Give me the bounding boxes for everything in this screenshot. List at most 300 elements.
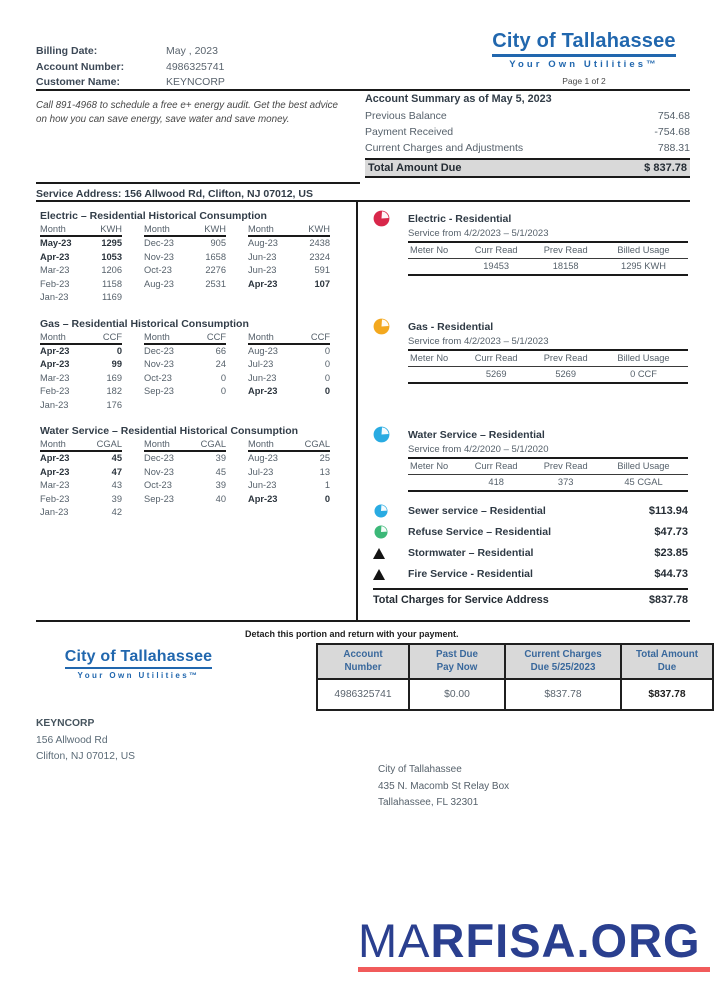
consumption-row [144, 452, 226, 466]
meter-cell: 5269 [555, 369, 577, 379]
charge-amount: $47.73 [654, 526, 688, 538]
meter-header: Meter No [410, 353, 449, 363]
brand-tagline: Your Own Utilities™ [77, 671, 200, 680]
consumption-row [40, 237, 122, 251]
total-charges-row [373, 588, 688, 606]
water-icon [373, 426, 390, 443]
unit-header: CGAL [304, 439, 330, 449]
consumption-column [144, 332, 226, 413]
meter-data-row [408, 367, 688, 382]
charge-row [373, 546, 688, 560]
consumption-row [248, 479, 330, 493]
consumption-groups [40, 224, 352, 305]
payment-header-line: Due [657, 661, 677, 673]
summary-value: 754.68 [657, 110, 690, 122]
value-cell: 176 [106, 399, 122, 410]
consumption-row [248, 251, 330, 265]
service-section [373, 426, 688, 492]
month-cell: Mar-23 [40, 480, 70, 490]
meter-cell: 1295 KWH [621, 261, 666, 271]
month-cell: Jul-23 [248, 466, 274, 477]
value-cell: 39 [215, 480, 226, 490]
value-cell: 43 [111, 480, 122, 490]
service-section [373, 318, 688, 384]
value-cell: 13 [319, 466, 330, 477]
service-address: Service Address: 156 Allwood Rd, Clifton, NJ 07012, US [36, 182, 360, 200]
consumption-row [40, 452, 122, 466]
horizontal-rule [36, 89, 690, 91]
value-cell: 39 [215, 453, 226, 463]
month-cell: Jan-23 [40, 292, 69, 302]
brand-name: City of Tallahassee [492, 30, 676, 57]
account-summary-title: Account Summary as of May 5, 2023 [365, 93, 552, 105]
month-cell: Feb-23 [40, 386, 70, 396]
month-cell: Apr-23 [248, 386, 278, 396]
service-period: Service from 4/2/2023 – 5/1/2023 [408, 336, 549, 347]
meter-cell: 18158 [552, 261, 579, 271]
consumption-row [248, 372, 330, 386]
consumption-column-header [248, 439, 330, 452]
value-cell: 0 [324, 372, 330, 383]
month-cell: Jul-23 [248, 359, 274, 369]
consumption-row [40, 399, 122, 413]
month-cell: Apr-23 [40, 453, 70, 463]
consumption-row [40, 372, 122, 386]
service-title: Water Service – Residential [408, 428, 545, 441]
meter-header-row [408, 459, 688, 475]
meter-table [408, 457, 688, 492]
summary-value: -754.68 [654, 126, 690, 138]
charge-amount: $44.73 [654, 568, 688, 580]
billing-row [36, 60, 225, 76]
consumption-column-header [40, 224, 122, 237]
consumption-row [40, 506, 122, 520]
electric-icon [373, 210, 390, 227]
value-cell: 40 [215, 493, 226, 504]
consumption-row [40, 479, 122, 493]
value-cell: 0 [324, 386, 330, 396]
meter-header-row [408, 243, 688, 259]
refuse-icon [373, 525, 389, 539]
month-header: Month [144, 224, 170, 234]
consumption-row [144, 251, 226, 265]
payment-header-line: Pay Now [436, 661, 478, 673]
value-cell: 66 [215, 345, 226, 356]
summary-label: Current Charges and Adjustments [365, 142, 524, 154]
unit-header: CGAL [96, 439, 122, 449]
month-cell: Oct-23 [144, 372, 172, 383]
consumption-row [248, 264, 330, 278]
meter-header: Prev Read [543, 353, 588, 363]
value-cell: 25 [319, 453, 330, 463]
consumption-table [40, 425, 352, 520]
month-header: Month [248, 331, 274, 342]
consumption-column [40, 332, 122, 413]
value-cell: 2276 [205, 265, 226, 275]
month-cell: Apr-23 [248, 278, 278, 289]
billing-row [36, 44, 225, 60]
consumption-row [248, 493, 330, 507]
month-cell: Nov-23 [144, 251, 174, 262]
value-cell: 0 [220, 372, 226, 383]
consumption-column-header [248, 224, 330, 237]
value-cell: 1206 [101, 265, 122, 275]
unit-header: CCF [102, 331, 122, 342]
month-cell: Mar-23 [40, 265, 70, 275]
month-cell: Apr-23 [248, 493, 278, 504]
meter-header: Meter No [410, 461, 449, 471]
consumption-row [248, 385, 330, 399]
meter-data-row [408, 475, 688, 490]
brand-logo-bottom [56, 648, 221, 680]
service-header [373, 210, 688, 227]
value-cell: 2438 [309, 238, 330, 248]
value-cell: 39 [111, 493, 122, 504]
consumption-column-header [144, 439, 226, 452]
charge-lines [373, 504, 688, 581]
billing-value: KEYNCORP [166, 76, 225, 88]
month-header: Month [248, 439, 274, 449]
consumption-column-header [40, 439, 122, 452]
marfisa-wordmark [358, 916, 710, 965]
month-header: Month [40, 331, 66, 342]
value-cell: 591 [314, 265, 330, 275]
meter-cell: 373 [557, 477, 574, 487]
summary-row [365, 124, 690, 140]
charge-label: Sewer service – Residential [408, 505, 546, 517]
billing-label: Billing Date: [36, 45, 98, 57]
consumption-title: Water Service – Residential Historical Consumption [40, 425, 299, 437]
consumption-column [248, 224, 330, 305]
month-cell: Apr-23 [40, 466, 70, 477]
value-cell: 107 [314, 278, 330, 289]
total-due-label: Total Amount Due [368, 162, 462, 174]
month-cell: Jan-23 [40, 399, 69, 410]
value-cell: 0 [220, 386, 226, 396]
payment-header-cell [621, 644, 713, 679]
month-cell: Aug-23 [248, 238, 278, 248]
service-period: Service from 4/2/2020 – 5/1/2020 [408, 444, 549, 455]
address-line: Clifton, NJ 07012, US [36, 751, 136, 762]
meter-cell: 45 CGAL [624, 477, 663, 487]
billing-label: Customer Name: [36, 76, 121, 88]
address-line: KEYNCORP [36, 718, 95, 729]
month-cell: Sep-23 [144, 493, 174, 504]
meter-header-row [408, 351, 688, 367]
value-cell: 169 [106, 372, 122, 383]
charge-label: Refuse Service – Residential [408, 526, 551, 538]
billing-value: 4986325741 [166, 60, 225, 73]
consumption-row [248, 237, 330, 251]
total-charges-amount: $837.78 [648, 594, 688, 606]
consumption-row [144, 466, 226, 480]
consumption-row [40, 278, 122, 292]
payment-header-line: Current Charges [524, 649, 602, 660]
payment-table-header-row [317, 644, 713, 679]
marfisa-underline-bar [358, 967, 710, 972]
meter-cell [408, 476, 460, 489]
marfisa-heavy-text: RFISA.ORG [430, 914, 701, 967]
month-cell: Aug-23 [144, 278, 174, 289]
charge-row [373, 504, 688, 518]
consumption-row [248, 278, 330, 292]
meter-header: Billed Usage [617, 353, 670, 363]
charge-amount: $23.85 [654, 547, 688, 559]
consumption-row [248, 358, 330, 372]
value-cell: 1169 [102, 292, 122, 302]
meter-header: Curr Read [474, 245, 518, 255]
value-cell: 45 [111, 453, 122, 463]
unit-header: CCF [310, 331, 330, 342]
fire-icon [373, 569, 385, 580]
month-cell: Aug-23 [248, 453, 278, 463]
service-details [373, 210, 688, 492]
brand-name: City of Tallahassee [65, 648, 213, 669]
month-header: Month [40, 224, 66, 234]
consumption-row [248, 452, 330, 466]
service-header [373, 426, 688, 443]
consumption-row [144, 385, 226, 399]
fire-icon [373, 567, 389, 581]
month-header: Month [248, 224, 274, 234]
month-cell: Dec-23 [144, 238, 174, 248]
consumption-row [40, 345, 122, 359]
payment-table-value-row [317, 679, 713, 710]
month-cell: Dec-23 [144, 453, 174, 463]
value-cell: 2324 [309, 251, 330, 262]
meter-data-row [408, 259, 688, 274]
payment-header-line: Past Due [436, 649, 478, 660]
meter-cell: 0 CCF [630, 369, 657, 379]
value-cell: 0 [324, 359, 330, 369]
consumption-column-header [248, 332, 330, 345]
consumption-title: Electric – Residential Historical Consumption [40, 210, 267, 222]
value-cell: 1 [324, 480, 330, 490]
month-cell: Feb-23 [40, 493, 70, 504]
value-cell: 1053 [101, 251, 122, 262]
month-cell: Apr-23 [40, 359, 70, 369]
meter-cell: 418 [488, 477, 504, 487]
consumption-row [40, 251, 122, 265]
payment-header-line: Number [344, 661, 382, 673]
value-cell: 0 [116, 345, 122, 356]
billing-info [36, 44, 225, 91]
month-cell: Aug-23 [248, 345, 278, 356]
value-cell: 1658 [205, 251, 226, 262]
brand-tagline: Your Own Utilities™ [509, 59, 659, 70]
consumption-row [144, 237, 226, 251]
month-cell: Nov-23 [144, 466, 174, 477]
consumption-row [144, 493, 226, 507]
customer-mailing-address [36, 716, 135, 766]
unit-header: KWH [204, 224, 226, 234]
marfisa-light-text: MA [358, 914, 431, 967]
value-cell: 1158 [102, 278, 122, 289]
meter-header: Billed Usage [617, 245, 670, 255]
summary-rows [365, 108, 690, 156]
value-cell: 1295 [101, 238, 122, 248]
value-cell: 0 [324, 345, 330, 356]
address-line: Tallahassee, FL 32301 [378, 797, 479, 808]
month-header: Month [40, 439, 66, 449]
consumption-column [144, 224, 226, 305]
payment-stub-table [316, 643, 714, 711]
value-cell: 24 [215, 359, 226, 369]
address-line: 156 Allwood Rd [36, 734, 108, 746]
payment-value-cell: $837.78 [621, 679, 713, 710]
unit-header: CGAL [200, 439, 226, 449]
meter-cell [408, 368, 460, 381]
detach-note: Detach this portion and return with your payment. [245, 629, 459, 639]
month-cell: Jan-23 [40, 507, 69, 517]
month-cell: Oct-23 [144, 265, 172, 275]
marfisa-logo [358, 916, 710, 972]
month-cell: Jun-23 [248, 251, 277, 262]
month-cell: Dec-23 [144, 345, 174, 356]
consumption-row [248, 466, 330, 480]
consumption-row [40, 466, 122, 480]
month-cell: Mar-23 [40, 372, 70, 383]
payment-header-line: Total Amount [635, 649, 699, 660]
sewer-icon [373, 504, 389, 518]
consumption-column-header [40, 332, 122, 345]
consumption-column-header [144, 332, 226, 345]
consumption-row [40, 493, 122, 507]
service-header [373, 318, 688, 335]
account-summary [365, 93, 690, 178]
meter-header: Meter No [410, 245, 449, 255]
page-number: Page 1 of 2 [562, 76, 606, 86]
value-cell: 182 [106, 386, 122, 396]
service-title: Gas - Residential [408, 320, 494, 333]
consumption-row [144, 264, 226, 278]
summary-row [365, 108, 690, 124]
consumption-row [40, 385, 122, 399]
consumption-row [40, 358, 122, 372]
consumption-column [248, 439, 330, 520]
unit-header: KWH [100, 224, 122, 234]
meter-header: Billed Usage [617, 461, 670, 471]
summary-value: 788.31 [657, 142, 690, 154]
total-charges-label: Total Charges for Service Address [373, 594, 549, 606]
meter-cell: 5269 [485, 369, 507, 379]
month-cell: Jun-23 [248, 265, 277, 275]
consumption-row [144, 278, 226, 292]
consumption-column [248, 332, 330, 413]
meter-header: Curr Read [474, 353, 518, 363]
total-amount-due-row [365, 158, 690, 178]
month-cell: Sep-23 [144, 386, 174, 396]
payment-header-line: Account [343, 649, 383, 660]
meter-cell [408, 260, 460, 273]
stormwater-icon [373, 548, 385, 559]
consumption-groups [40, 332, 352, 413]
consumption-groups [40, 439, 352, 520]
payment-value-cell: $0.00 [409, 679, 505, 710]
payment-header-cell [317, 644, 409, 679]
consumption-row [144, 345, 226, 359]
consumption-column [144, 439, 226, 520]
summary-label: Payment Received [365, 126, 454, 138]
brand-logo-top [488, 30, 680, 70]
summary-row [365, 140, 690, 156]
remit-address [378, 762, 509, 812]
consumption-column [40, 224, 122, 305]
value-cell: 47 [111, 466, 122, 477]
meter-cell: 19453 [483, 261, 510, 271]
month-cell: May-23 [40, 238, 72, 248]
payment-value-cell: $837.78 [505, 679, 621, 710]
month-cell: Jun-23 [248, 480, 277, 490]
service-charges-pane [358, 202, 690, 620]
payment-header-line: Due 5/25/2023 [530, 661, 596, 673]
consumption-row [144, 479, 226, 493]
meter-table [408, 349, 688, 384]
value-cell: 99 [111, 359, 122, 369]
consumption-row [40, 264, 122, 278]
payment-header-cell [409, 644, 505, 679]
consumption-column-header [144, 224, 226, 237]
payment-value-cell: 4986325741 [317, 679, 409, 710]
promo-message: Call 891-4968 to schedule a free e+ energy audit. Get the best advice on how you can save energy, save water and save money. [36, 100, 338, 125]
total-due-value: $ 837.78 [644, 162, 687, 174]
billing-value: May , 2023 [166, 45, 218, 57]
consumption-row [248, 345, 330, 359]
service-period: Service from 4/2/2023 – 5/1/2023 [408, 228, 549, 239]
month-header: Month [144, 331, 170, 342]
month-cell: Oct-23 [144, 480, 172, 490]
meter-table [408, 241, 688, 276]
service-section [373, 210, 688, 276]
bill-detail-box [36, 200, 690, 622]
meter-header: Prev Read [543, 245, 588, 255]
consumption-table [40, 318, 352, 413]
meter-header: Curr Read [474, 461, 518, 471]
charge-label: Stormwater – Residential [408, 547, 534, 559]
value-cell: 42 [111, 507, 122, 517]
value-cell: 905 [210, 238, 226, 248]
consumption-table [40, 210, 352, 305]
charge-label: Fire Service - Residential [408, 568, 533, 580]
value-cell: 0 [324, 493, 330, 504]
billing-label: Account Number: [36, 60, 125, 73]
consumption-row [144, 372, 226, 386]
consumption-title: Gas – Residential Historical Consumption [40, 317, 249, 330]
address-line: 435 N. Macomb St Relay Box [378, 780, 510, 792]
value-cell: 2531 [205, 278, 226, 289]
unit-header: CCF [206, 331, 226, 342]
consumption-row [144, 358, 226, 372]
month-header: Month [144, 439, 170, 449]
consumption-row [40, 291, 122, 305]
charge-row [373, 525, 688, 539]
consumption-tables [36, 202, 358, 620]
stormwater-icon [373, 546, 389, 560]
unit-header: KWH [308, 224, 330, 234]
month-cell: Feb-23 [40, 278, 70, 289]
month-cell: Apr-23 [40, 251, 70, 262]
charge-row [373, 567, 688, 581]
charge-amount: $113.94 [648, 505, 688, 517]
month-cell: Nov-23 [144, 359, 174, 369]
service-title: Electric - Residential [408, 212, 512, 225]
meter-header: Prev Read [543, 461, 588, 471]
consumption-column [40, 439, 122, 520]
value-cell: 45 [215, 466, 226, 477]
payment-header-cell [505, 644, 621, 679]
month-cell: Jun-23 [248, 372, 277, 383]
summary-label: Previous Balance [365, 110, 447, 122]
